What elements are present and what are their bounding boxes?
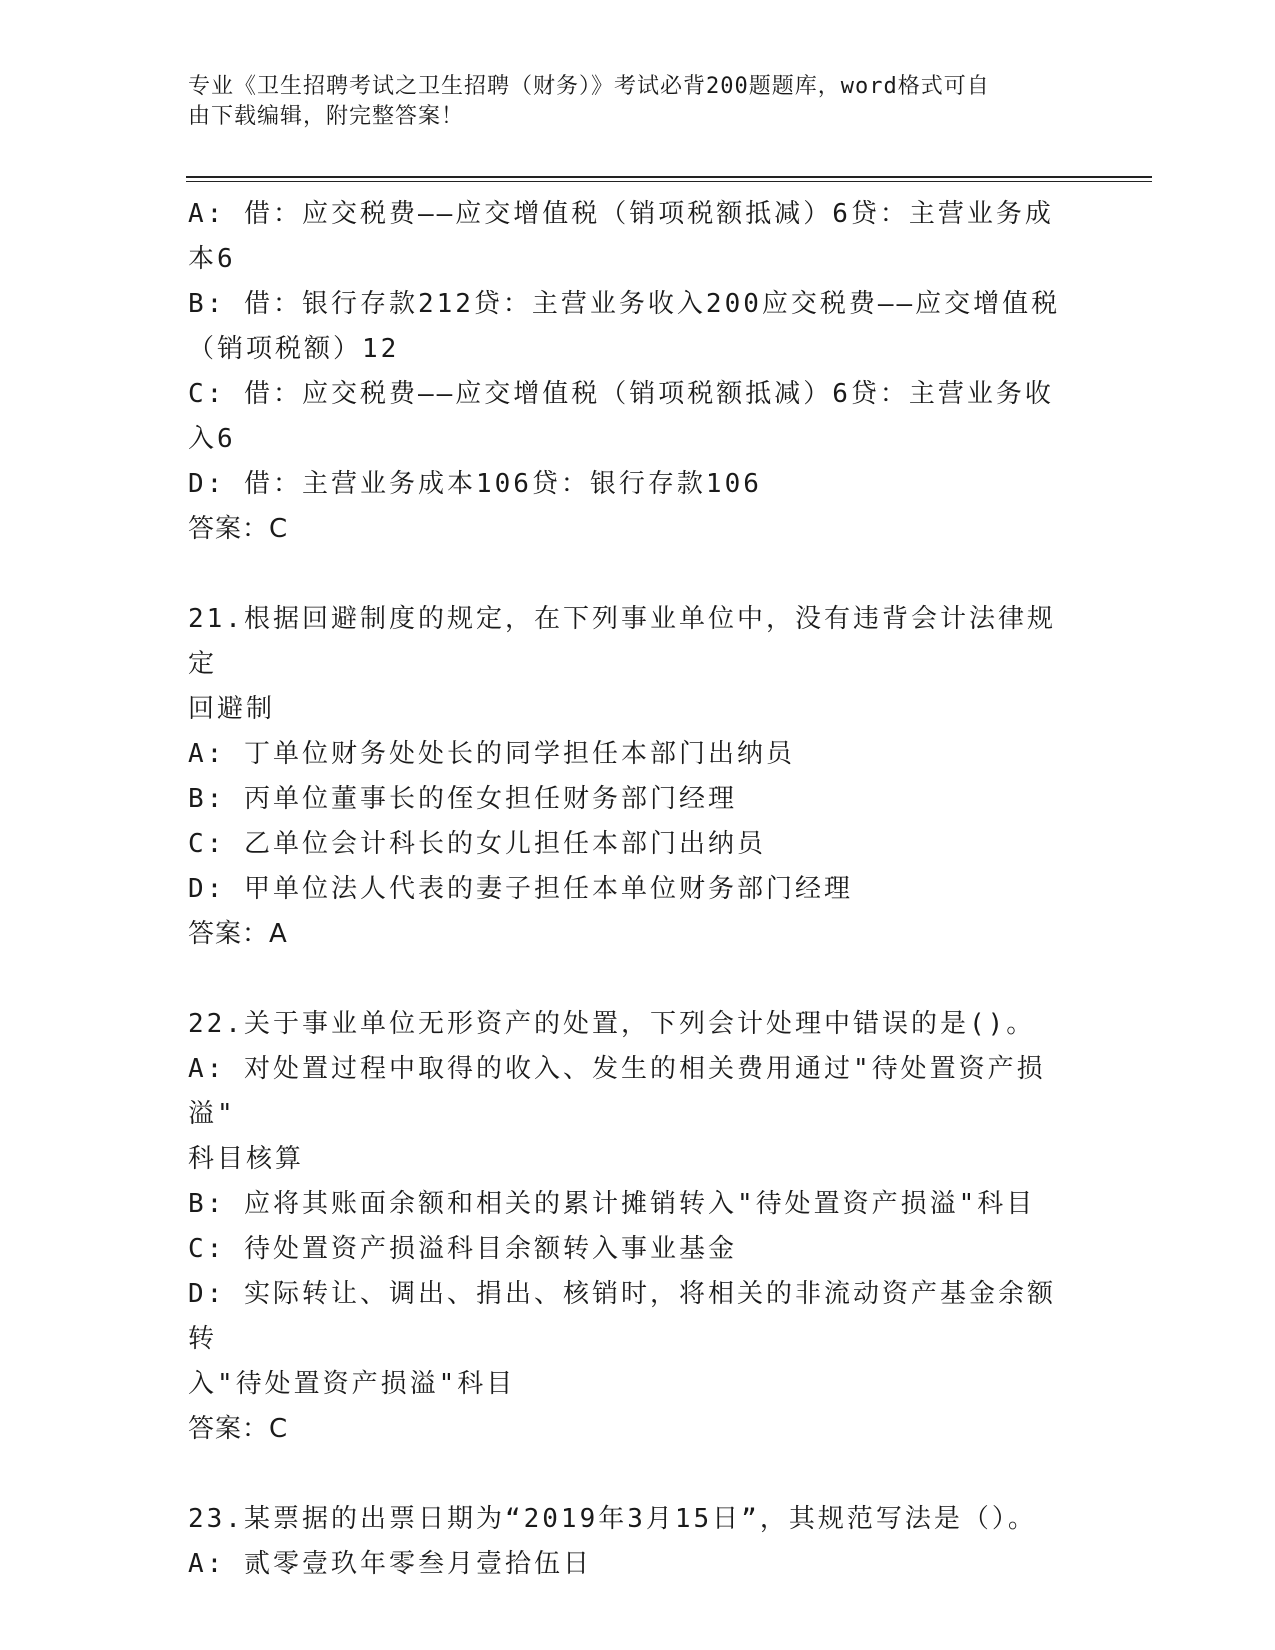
header-line-2: 由下载编辑，附完整答案！ — [188, 104, 465, 129]
option-a-line-2: 本6 — [188, 244, 236, 274]
question-22 — [188, 1002, 1068, 1452]
answer-line: 答案：A — [188, 919, 288, 949]
question-stem-line-1: 21.根据回避制度的规定，在下列事业单位中，没有违背会计法律规定 — [188, 604, 1056, 679]
option-d: D: 甲单位法人代表的妻子担任本单位财务部门经理 — [188, 874, 853, 904]
option-b: B: 应将其账面余额和相关的累计摊销转入"待处置资产损溢"科目 — [188, 1189, 1036, 1219]
answer-line: 答案：C — [188, 514, 289, 544]
option-a-line-1: A: 对处置过程中取得的收入、发生的相关费用通过"待处置资产损溢" — [188, 1054, 1046, 1129]
answer-line: 答案：C — [188, 1414, 289, 1444]
header-rule-thin — [186, 181, 1152, 182]
option-c: C: 待处置资产损溢科目余额转入事业基金 — [188, 1234, 737, 1264]
spacer — [188, 552, 1068, 597]
option-b: B: 丙单位董事长的侄女担任财务部门经理 — [188, 784, 737, 814]
option-b-line-1: B: 借：银行存款212贷：主营业务收入200应交税费——应交增值税 — [188, 289, 1061, 319]
document-header — [188, 72, 1068, 132]
question-23 — [188, 1497, 1068, 1587]
option-c-line-2: 入6 — [188, 424, 236, 454]
header-line-1: 专业《卫生招聘考试之卫生招聘（财务）》考试必背200题题库，word格式可自 — [188, 74, 990, 99]
spacer — [188, 957, 1068, 1002]
option-c: C: 乙单位会计科长的女儿担任本部门出纳员 — [188, 829, 766, 859]
question-21 — [188, 597, 1068, 957]
option-b-line-2: （销项税额）12 — [188, 334, 400, 364]
question-stem-line-2: 回避制 — [188, 694, 276, 724]
option-a-line-1: A: 借：应交税费——应交增值税（销项税额抵减）6贷：主营业务成 — [188, 199, 1054, 229]
option-a: A: 贰零壹玖年零叁月壹拾伍日 — [188, 1549, 592, 1579]
option-d-line-1: D: 实际转让、调出、捐出、核销时，将相关的非流动资产基金余额转 — [188, 1279, 1056, 1354]
option-c-line-1: C: 借：应交税费——应交增值税（销项税额抵减）6贷：主营业务收 — [188, 379, 1054, 409]
option-a-line-2: 科目核算 — [188, 1144, 305, 1174]
question-stem: 23.某票据的出票日期为“2019年3月15日”，其规范写法是（）。 — [188, 1504, 1037, 1534]
option-a: A: 丁单位财务处处长的同学担任本部门出纳员 — [188, 739, 795, 769]
question-stem: 22.关于事业单位无形资产的处置，下列会计处理中错误的是()。 — [188, 1009, 1036, 1039]
option-d-line-2: 入"待处置资产损溢"科目 — [188, 1369, 516, 1399]
question-20-options — [188, 192, 1068, 552]
option-d: D: 借：主营业务成本106贷：银行存款106 — [188, 469, 762, 499]
header-rule-thick — [186, 176, 1152, 178]
spacer — [188, 1452, 1068, 1497]
document-body — [188, 192, 1068, 1587]
